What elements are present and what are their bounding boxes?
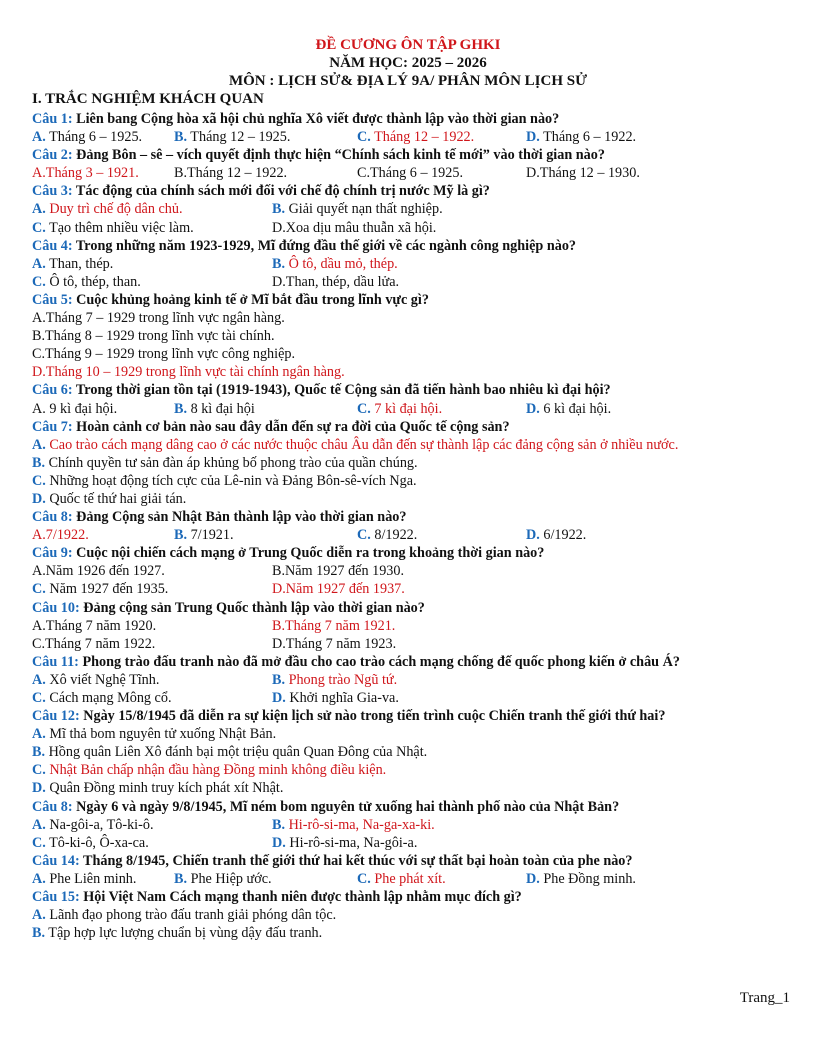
option-letter: B. — [32, 454, 46, 471]
option-letter: B. — [272, 617, 286, 634]
answer-row — [32, 834, 792, 852]
option-text: Giải quyết nạn thất nghiệp. — [285, 201, 443, 218]
option-letter: A. — [32, 400, 46, 417]
answer-option — [32, 870, 136, 888]
option-letter: B. — [32, 328, 46, 345]
option-letter: D. — [32, 364, 46, 381]
answer-option — [526, 128, 636, 146]
option-text: Khởi nghĩa Gia-va. — [285, 690, 399, 706]
answer-option — [32, 400, 117, 418]
option-text: Tháng 7 – 1929 trong lĩnh vực ngân hàng. — [45, 310, 285, 327]
question — [32, 852, 792, 870]
option-letter: B. — [174, 527, 188, 544]
option-text: Tháng 7 năm 1922. — [45, 635, 156, 652]
option-text: Tháng 12 – 1930. — [539, 165, 640, 182]
answer-option — [32, 345, 295, 363]
option-text: Tháng 6 – 1925. — [45, 129, 143, 146]
option-text: 8/1922. — [370, 527, 418, 544]
option-letter: D. — [272, 690, 286, 706]
answer-option — [32, 635, 155, 653]
answer-option — [174, 164, 287, 182]
answer-row — [32, 725, 792, 743]
answer-option — [32, 273, 141, 291]
answer-option — [174, 870, 272, 888]
answer-option — [272, 562, 404, 580]
option-letter: A. — [32, 201, 46, 218]
option-text: Năm 1927 đến 1935. — [45, 581, 169, 598]
option-text: Tháng 12 – 1922. — [187, 165, 288, 182]
answer-option — [272, 273, 399, 291]
question-text: Cuộc nội chiến cách mạng ở Trung Quốc diễn ra trong khoảng thời gian nào? — [72, 545, 545, 562]
question — [32, 381, 792, 399]
option-text: 7/1921. — [187, 527, 234, 544]
option-letter: C. — [357, 165, 371, 182]
option-text: Than, thép. — [45, 255, 114, 272]
option-letter: D. — [272, 581, 286, 598]
option-text: Tháng 10 – 1929 trong lĩnh vực tài chính ngân hàng. — [45, 364, 345, 381]
option-text: Phe Hiệp ước. — [187, 870, 272, 887]
answer-option — [32, 128, 142, 146]
answer-option — [32, 200, 183, 218]
option-text: 6 kì đại hội. — [539, 400, 612, 417]
option-letter: A. — [32, 563, 46, 580]
option-letter: C. — [32, 581, 46, 598]
question-text: Phong trào đấu tranh nào đã mở đầu cho cao trào cách mạng chống đế quốc phong kiến ở châu Á? — [78, 653, 680, 670]
question-text: Đảng cộng sản Trung Quốc thành lập vào thời gian nào? — [79, 599, 425, 616]
school-year: NĂM HỌC: 2025 – 2026 — [329, 55, 487, 71]
answer-row — [32, 689, 792, 707]
option-text: Cách mạng Mông cổ. — [45, 690, 172, 706]
option-text: Những hoạt động tích cực của Lê-nin và Đảng Bôn-sê-vích Nga. — [45, 472, 417, 489]
option-letter: D. — [272, 834, 286, 851]
answer-option — [174, 526, 234, 544]
answer-option — [272, 580, 405, 598]
question-number: Câu 12: — [32, 708, 80, 725]
option-letter: B. — [272, 671, 286, 688]
option-text: Tạo thêm nhiều việc làm. — [45, 219, 194, 236]
option-text: 7/1922. — [45, 527, 89, 544]
answer-option — [526, 164, 640, 182]
answer-row — [32, 870, 792, 888]
option-text: Nhật Bản chấp nhận đầu hàng Đồng minh không điều kiện. — [45, 762, 387, 779]
question-number: Câu 9: — [32, 545, 73, 562]
answer-row — [32, 345, 792, 363]
question — [32, 110, 792, 128]
option-letter: A. — [32, 671, 46, 688]
option-text: Tháng 3 – 1921. — [45, 165, 139, 182]
question-number: Câu 3: — [32, 183, 73, 200]
question-text: Cuộc khủng hoảng kinh tế ở Mĩ bắt đầu trong lĩnh vực gì? — [72, 291, 429, 308]
answer-row — [32, 743, 792, 761]
question-text: Tháng 8/1945, Chiến tranh thế giới thứ hai kết thúc với sự thất bại hoàn toàn của phe nào? — [79, 852, 633, 869]
answer-option — [32, 327, 275, 345]
answer-option — [32, 580, 168, 598]
option-text: Mĩ thả bom nguyên tử xuống Nhật Bản. — [45, 726, 277, 743]
answer-option — [357, 870, 446, 888]
header — [0, 36, 816, 90]
question-text: Trong thời gian tồn tại (1919-1943), Quốc tế Cộng sản đã tiến hành bao nhiêu kì đại hội? — [72, 382, 611, 399]
answer-option — [32, 725, 276, 743]
answer-row — [32, 526, 792, 544]
option-text: Năm 1927 đến 1937. — [285, 581, 405, 598]
page-number: Trang_1 — [739, 990, 790, 1006]
option-text: Tập hợp lực lượng chuẩn bị vùng dậy đấu tranh. — [45, 925, 323, 942]
option-letter: A. — [32, 870, 46, 887]
option-text: Phe Liên minh. — [45, 870, 137, 887]
answer-row — [32, 761, 792, 779]
question — [32, 291, 792, 309]
answer-row — [32, 779, 792, 797]
option-text: Phong trào Ngũ tứ. — [285, 671, 398, 688]
answer-option — [357, 128, 474, 146]
option-letter: D. — [272, 635, 286, 652]
option-letter: C. — [32, 219, 46, 236]
question-number: Câu 7: — [32, 418, 73, 435]
question-text: Trong những năm 1923-1929, Mĩ đứng đầu thế giới về các ngành công nghiệp nào? — [72, 237, 577, 254]
answer-option — [32, 671, 159, 689]
option-text: Duy trì chế độ dân chủ. — [45, 201, 183, 218]
answer-row — [32, 255, 792, 273]
question-text: Đảng Bôn – sê – vích quyết định thực hiện “Chính sách kinh tế mới” vào thời gian nào? — [72, 147, 605, 164]
answer-option — [32, 761, 386, 779]
question-list — [32, 110, 792, 942]
option-text: Tháng 7 năm 1920. — [45, 617, 157, 634]
question-text: Hoàn cảnh cơ bản nào sau đây dẫn đến sự ra đời của Quốc tế cộng sản? — [72, 418, 510, 435]
answer-option — [32, 472, 417, 490]
answer-row — [32, 164, 792, 182]
answer-option — [357, 526, 417, 544]
option-text: Hi-rô-si-ma, Na-ga-xa-ki. — [285, 816, 435, 833]
answer-row — [32, 309, 792, 327]
document-title: ĐỀ CƯƠNG ÔN TẬP GHKI — [315, 37, 501, 53]
option-letter: C. — [32, 834, 46, 851]
option-letter: C. — [32, 762, 46, 779]
question-number: Câu 6: — [32, 382, 73, 399]
option-letter: A. — [32, 436, 46, 453]
answer-row — [32, 273, 792, 291]
option-text: Tháng 7 năm 1921. — [285, 617, 396, 634]
answer-row — [32, 816, 792, 834]
option-letter: C. — [357, 400, 371, 417]
option-text: Tháng 6 – 1922. — [539, 129, 637, 146]
option-letter: D. — [272, 219, 286, 236]
option-text: Tháng 7 năm 1923. — [285, 635, 397, 652]
section-heading: I. TRẮC NGHIỆM KHÁCH QUAN — [32, 91, 264, 107]
option-letter: C. — [357, 527, 371, 544]
option-letter: D. — [526, 129, 540, 146]
option-text: Lãnh đạo phong trào đấu tranh giải phóng dân tộc. — [45, 907, 337, 924]
question-number: Câu 4: — [32, 237, 73, 254]
question-text: Liên bang Cộng hòa xã hội chủ nghĩa Xô viết được thành lập vào thời gian nào? — [72, 111, 560, 127]
question — [32, 599, 792, 617]
answer-option — [526, 526, 586, 544]
option-text: 9 kì đại hội. — [45, 400, 118, 417]
answer-option — [32, 906, 336, 924]
question-number: Câu 10: — [32, 599, 80, 616]
answer-option — [32, 689, 172, 707]
option-letter: C. — [32, 346, 46, 363]
answer-option — [32, 436, 678, 454]
answer-option — [32, 617, 156, 635]
answer-option — [32, 454, 418, 472]
question-number: Câu 2: — [32, 147, 73, 164]
answer-option — [32, 363, 345, 381]
option-letter: D. — [526, 400, 540, 417]
question — [32, 653, 792, 671]
question — [32, 544, 792, 562]
answer-option — [272, 689, 399, 707]
option-text: Phe phát xít. — [370, 870, 446, 887]
option-text: Quân Đồng minh truy kích phát xít Nhật. — [45, 780, 284, 797]
option-letter: A. — [32, 617, 46, 634]
answer-option — [32, 219, 194, 237]
answer-option — [526, 870, 636, 888]
option-text: Hi-rô-si-ma, Na-gôi-a. — [285, 834, 418, 851]
answer-row — [32, 580, 792, 598]
option-letter: A. — [32, 310, 46, 327]
option-text: Tháng 9 – 1929 trong lĩnh vực công nghiệp. — [45, 346, 296, 363]
answer-row — [32, 472, 792, 490]
answer-row — [32, 924, 792, 942]
answer-option — [272, 635, 396, 653]
answer-row — [32, 671, 792, 689]
option-letter: D. — [32, 780, 46, 797]
answer-option — [174, 128, 290, 146]
option-letter: A. — [32, 816, 46, 833]
answer-row — [32, 617, 792, 635]
answer-option — [272, 834, 417, 852]
question — [32, 508, 792, 526]
option-letter: C. — [32, 273, 46, 290]
question-text: Ngày 15/8/1945 đã diễn ra sự kiện lịch sử nào trong tiến trình cuộc Chiến tranh thế giới thứ hai? — [79, 708, 666, 725]
answer-option — [32, 779, 283, 797]
option-letter: C. — [32, 472, 46, 489]
option-letter: B. — [272, 563, 286, 580]
option-letter: C. — [32, 690, 46, 706]
question-number: Câu 8: — [32, 509, 73, 526]
question-text: Hội Việt Nam Cách mạng thanh niên được thành lập nhằm mục đích gì? — [79, 889, 522, 906]
answer-option — [357, 164, 463, 182]
option-text: Xô viết Nghệ Tĩnh. — [45, 671, 160, 688]
question-number: Câu 14: — [32, 852, 80, 869]
option-letter: A. — [32, 907, 46, 924]
option-letter: B. — [272, 255, 286, 272]
option-text: 8 kì đại hội — [187, 400, 255, 417]
option-letter: B. — [174, 870, 188, 887]
answer-option — [32, 526, 89, 544]
answer-row — [32, 363, 792, 381]
option-letter: B. — [174, 165, 188, 182]
option-text: Ô tô, dầu mỏ, thép. — [285, 255, 398, 272]
question-number: Câu 1: — [32, 111, 73, 127]
answer-option — [357, 400, 442, 418]
answer-option — [272, 617, 395, 635]
answer-option — [32, 164, 139, 182]
option-letter: C. — [32, 635, 46, 652]
answer-row — [32, 906, 792, 924]
option-letter: C. — [357, 870, 371, 887]
question-text: Đảng Cộng sản Nhật Bản thành lập vào thời gian nào? — [72, 509, 407, 526]
option-letter: B. — [32, 744, 46, 761]
option-letter: A. — [32, 527, 46, 544]
option-text: Ô tô, thép, than. — [45, 273, 141, 290]
option-text: Chính quyền tư sản đàn áp khủng bố phong trào của quần chúng. — [45, 454, 418, 471]
answer-option — [526, 400, 611, 418]
answer-row — [32, 490, 792, 508]
option-text: Xoa dịu mâu thuẫn xã hội. — [285, 219, 437, 236]
answer-option — [32, 743, 427, 761]
option-letter: A. — [32, 129, 46, 146]
option-letter: D. — [272, 273, 286, 290]
answer-row — [32, 200, 792, 218]
option-letter: B. — [174, 400, 188, 417]
subject-line: MÔN : LỊCH SỬ& ĐỊA LÝ 9A/ PHÂN MÔN LỊCH SỬ — [228, 73, 588, 89]
answer-row — [32, 327, 792, 345]
answer-option — [272, 671, 397, 689]
option-letter: A. — [32, 165, 46, 182]
option-letter: D. — [526, 527, 540, 544]
option-text: Năm 1927 đến 1930. — [285, 563, 405, 580]
option-text: Năm 1926 đến 1927. — [45, 563, 165, 580]
answer-row — [32, 128, 792, 146]
option-letter: A. — [32, 255, 46, 272]
answer-option — [32, 816, 154, 834]
option-text: Hồng quân Liên Xô đánh bại một triệu quân Quan Đông của Nhật. — [45, 744, 428, 761]
option-letter: A. — [32, 726, 46, 743]
option-text: 7 kì đại hội. — [370, 400, 443, 417]
question — [32, 707, 792, 725]
answer-row — [32, 635, 792, 653]
option-letter: D. — [526, 165, 540, 182]
question — [32, 182, 792, 200]
option-text: 6/1922. — [539, 527, 587, 544]
option-text: Cao trào cách mạng dâng cao ở các nước thuộc châu Âu dẫn đến sự thành lập các đảng cộng sản ở nhiều nước. — [45, 436, 679, 453]
question — [32, 798, 792, 816]
answer-row — [32, 562, 792, 580]
option-text: Tháng 12 – 1922. — [370, 129, 475, 146]
option-letter: D. — [526, 870, 540, 887]
answer-option — [272, 200, 443, 218]
answer-option — [272, 255, 398, 273]
question — [32, 888, 792, 906]
option-text: Tô-ki-ô, Ô-xa-ca. — [45, 834, 149, 851]
question-text: Ngày 6 và ngày 9/8/1945, Mĩ ném bom nguyên tử xuống hai thành phố nào của Nhật Bản? — [72, 798, 620, 815]
answer-row — [32, 436, 792, 454]
answer-option — [32, 255, 113, 273]
question — [32, 146, 792, 164]
option-text: Tháng 8 – 1929 trong lĩnh vực tài chính. — [45, 328, 275, 345]
answer-option — [32, 924, 322, 942]
answer-option — [32, 309, 285, 327]
question-number: Câu 11: — [32, 653, 79, 670]
option-text: Than, thép, dầu lửa. — [285, 273, 400, 290]
question — [32, 418, 792, 436]
option-text: Quốc tế thứ hai giải tán. — [45, 490, 187, 507]
option-letter: B. — [272, 816, 286, 833]
option-text: Tháng 6 – 1925. — [370, 165, 464, 182]
answer-option — [32, 834, 149, 852]
answer-option — [174, 400, 255, 418]
question-number: Câu 5: — [32, 291, 73, 308]
question — [32, 237, 792, 255]
answer-row — [32, 219, 792, 237]
option-text: Phe Đồng minh. — [539, 870, 636, 887]
question-text: Tác động của chính sách mới đối với chế độ chính trị nước Mỹ là gì? — [72, 183, 490, 200]
answer-option — [272, 219, 436, 237]
answer-option — [32, 490, 186, 508]
option-letter: B. — [174, 129, 188, 146]
option-letter: B. — [272, 201, 286, 218]
question-number: Câu 15: — [32, 889, 80, 906]
answer-row — [32, 400, 792, 418]
option-letter: B. — [32, 925, 46, 942]
question-number: Câu 8: — [32, 798, 73, 815]
answer-option — [272, 816, 435, 834]
answer-row — [32, 454, 792, 472]
option-letter: D. — [32, 490, 46, 507]
option-text: Na-gôi-a, Tô-ki-ô. — [45, 816, 154, 833]
answer-option — [32, 562, 165, 580]
option-text: Tháng 12 – 1925. — [187, 129, 291, 146]
option-letter: C. — [357, 129, 371, 146]
